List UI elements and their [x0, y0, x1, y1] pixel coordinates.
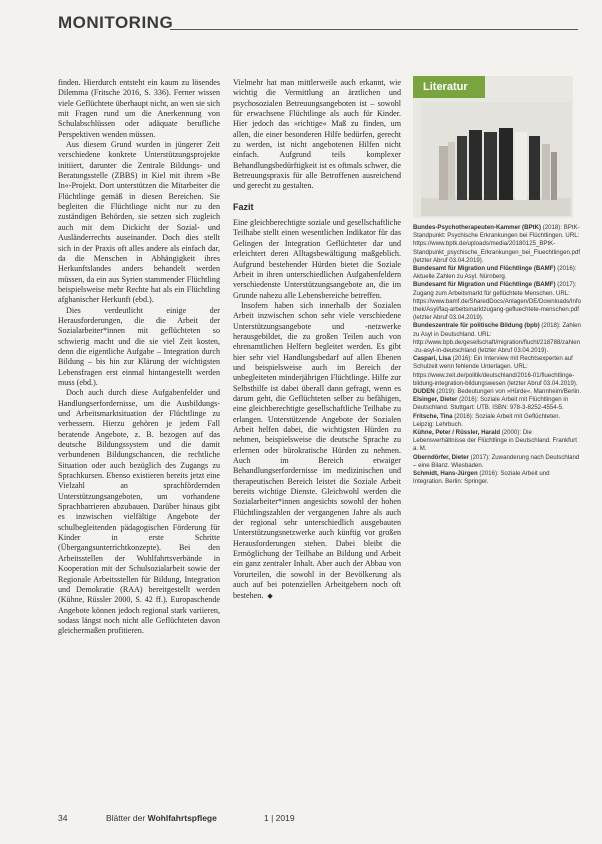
reference: Bundesamt für Migration und Flüchtlinge (BAMF) (2017): Zugang zum Arbeitsmarkt für geflüchtete Menschen. URL: https://www.bamf.de/SharedDocs/Anlagen/DE/Downloads/Infothek/Asyl/faq-arbeitsmarktzugang-gefluechtete-menschen.pdf (letzter Abruf 03.04.2019). [413, 281, 581, 322]
page-number: 34 [58, 813, 68, 823]
literature-box [413, 76, 573, 218]
literature-sidebar [413, 76, 581, 798]
paragraph: finden. Hierdurch entsteht ein kaum zu lösendes Dilemma (Fritsche 2016, S. 336). Ferner wissen viele Geflüchtete überhaupt nicht, an wen sie sich mit Fragen rund um die Anerkennung von Schulabschlüssen oder adäquate berufliche Perspektiven wenden müssen. [58, 78, 220, 139]
reference: Kühne, Peter / Rüssler, Harald (2000): Die Lebensverhältnisse der Flüchtlinge in Deutschland. Frankfurt a. M. [413, 429, 577, 453]
paragraph: Doch auch durch diese Aufgabenfelder und Handlungserfordernisse, um die Ausbildungs- und Arbeitsmarktsituation der Flüchtlinge zu verbessern. Hierzu gehören je jedem Fall beratende Angebote, z. B. bezogen auf das deutsche Bildungssystem und die damit verbundenen Bildungschancen, die rechtliche Situation oder auch bezüglich des Zugangs zu Sprachkursen. Ebenso existieren bereits jetzt eine Vielzahl an sprachfördernden Unterstützungsangeboten, um vorhandene Sprachbarrieren abzubauen. Darüber hinaus gibt es inzwischen vielfältige Angebote der schulbegleitenden pädagogischen Förderung für Kinder in erste Schritte (Übergangsunterrichtkonzepte). Bei den Arbeitsstellen der Wohlfahrtsverbände in Kooperation mit der Schulsozialarbeit sowie der Regionale Arbeitsstellen für Bildung, Integration und Demokratie (RAA) bereitgestellt werden (Kühne, Rüssler 2000, S. 42 ff.). Europaschende Angebote können jedoch regional stark variieren, sodass längst noch nicht alle Geflüchteten davon gleichermaßen profitieren. [58, 388, 220, 636]
header-rule [170, 29, 578, 30]
page-header [58, 13, 578, 35]
reference: Caspari, Lisa (2016): Ein Interview mit Rechtsexperten auf Schulzeit wenn fehlende Unterlagen. URL: https://www.zeit.de/politik/deutschland/2016-01/fluechtlinge-bildung-integration-bildungswesen (letzter Abruf 03.04.2019). [413, 355, 578, 387]
section-heading-fazit: Fazit [233, 201, 254, 212]
reference: Bundesamt für Migration und Flüchtlinge (BAMF) (2016): Aktuelle Zahlen zu Asyl. Nürnberg. [413, 265, 577, 281]
reference-list [413, 224, 581, 487]
paragraph: Aus diesem Grund wurden in jüngerer Zeit verschiedene konkrete Unterstützungsprojekte initiiert, darunter die Zentrale Bildungs- und Beratungsstelle (ZBBS) in Kiel mit ihrem »Be In«-Projekt. Dort unterstützen die Mitarbeiter die Flüchtlinge gemäß in diesen Bereichen. Sie begleiten die Flüchtlinge nicht nur zu den zuständigen Behörden, sie setzen sich zugleich auch mit dem Dickicht der Sozial- und Ausländerrechts auseinander. Doch dies stellt sich in der Praxis oft alles andere als einfach dar, da die Menschen in Abhängigkeit ihres Herkunftslandes anders behandelt werden müssen, da ein aus Syrien stammender Flüchtling beispielsweise mehr Rechte hat als ein Flüchtling afghanischer Herkunft (ebd.). [58, 140, 220, 305]
reference: Schmidt, Hans-Jürgen (2016): Soziale Arbeit und Integration. Berlin: Springer. [413, 470, 550, 486]
issue-number: 1 | 2019 [264, 813, 295, 823]
page-footer [58, 813, 518, 827]
reference: Oberndörfer, Dieter (2017): Zuwanderung nach Deutschland – eine Bilanz. Wiesbaden. [413, 453, 580, 469]
reference: DUDEN (2019): Bedeutungen von »Hürde«. Mannheim/Berlin. [413, 388, 581, 396]
text-column-left [58, 78, 220, 798]
end-mark: ◆ [267, 592, 273, 600]
reference: Elsinger, Dieter (2016): Soziale Arbeit mit Flüchtlingen in Deutschland. Stuttgart: UTB. ISBN: 978-3-8252-4554-5. [413, 396, 569, 412]
paragraph: Dies verdeutlicht einige der Herausforderungen, die die Arbeit der Sozialarbeiter*innen mit geflüchteten so schwierig macht und die sie viel Zeit kosten, denn die eigentliche Aufgabe – Integration durch Bildung – bis hin zur Klärung der wichtigsten Lebensfragen erst einmal hintangestellt werden muss (ebd.). [58, 305, 220, 387]
books-photo [421, 102, 571, 216]
literature-label: Literatur [413, 76, 485, 98]
paragraph: Vielmehr hat man mittlerweile auch erkannt, wie wichtig die Vermittlung an ärztlichen und psychosozialen Betreuungsangeboten ist – sowohl für erwachsene Flüchtlinge als auch für Kinder. Hier jedoch das »richtige« Maß zu finden, um allen, die einer besonderen Hilfe bedürfen, gerecht zu werden, ist nicht angebotenen Hilfen nicht einfach. Aufgrund teils komplexer Behandlungsbedürftigkeit ist es oftmals schwer, die Betreuungspraxis für alle Betroffenen ausreichend und gerecht zu gestalten. [233, 78, 401, 191]
text-column-middle [233, 78, 401, 798]
reference: Fritsche, Tina (2016): Soziale Arbeit mit Geflüchteten. Leipzig: Lehrbuch. [413, 412, 561, 428]
reference: Bundes-Psychotherapeuten-Kammer (BPtK) (2018): BPtK-Standpunkt: Psychische Erkrankungen bei Flüchtlingen. URL: https://www.bptk.de/uploads/media/20180125_BPtK-Standpunkt_psychische_Erkrankungen_bei_Fluechtlingen.pdf (letzter Abruf 03.04.2019). [413, 224, 581, 264]
section-title: MONITORING [58, 13, 174, 32]
paragraph: Eine gleichberechtigte soziale und gesellschaftliche Teilhabe stellt einen wesentlichen Indikator für das Gelingen der Integration Geflüchteter dar und erleichtert deren Alltagsbewältigung maßgeblich. Aufgrund bestehender Hürden bietet die Soziale Arbeit in ihren unterschiedlichen Aufgabenfeldern verschiedenste Unterstützungsangebote an, die im Grunde nahezu alle Lebensbereiche betreffen. [233, 218, 401, 300]
journal-title: Blätter der Wohlfahrtspflege [106, 813, 217, 823]
paragraph [233, 301, 401, 602]
reference: Bundeszentrale für politische Bildung (bpb) (2018): Zahlen zu Asyl in Deutschland. URL: http://www.bpb.de/gesellschaft/migration/flucht/218788/zahlen-zu-asyl-in-deutschland (letzter Abruf 03.04.2019). [413, 322, 581, 355]
paragraph-text: Insofern haben sich innerhalb der Sozialen Arbeit inzwischen schon sehr viele verschiedene Unterstützungsangebote und -netzwerke herausgebildet, die zu großen Teilen auch von ehrenamtlichen Helfern begleitet werden. Es gibt hier sehr viel Handlungsbedarf auf allen Ebenen und beispielsweise auch im Bereich der unbegleiteten minderjährigen Flüchtlinge. Hilfe zur Selbsthilfe ist dabei überall dann gefragt, wenn es darum geht, die Geflüchteten selber zu befähigen, eine gleichberechtigte gesellschaftliche Teilhabe zu erlangen. Unterstützende Angebote der Sozialen Arbeit helfen dabei, die wichtigsten Hürden zu nehmen, beispielsweise die deutsche Sprache zu erlernen oder bürokratische Hürden zu nehmen. Auch im Bereich etwaiger Behandlungserfordernisse im medizinischen und therapeutischen Bereich leistet die Soziale Arbeit bereits wichtige Dienste. Gleichwohl werden die Sozialarbeiter*innen angesichts sowohl der hohen Flüchtlingszahlen der vergangenen Jahre als auch der regional sehr unterschiedlich ausgebauten Unterstützungsnetzwerke auch künftig vor großen Herausforderungen stehen. Dabei bleibt die Ermöglichung der Teilhabe an Bildung und Arbeit ein ganz zentraler Inhalt. Aber auch der Abbau von Vorurteilen, die sowohl in der Bevölkerung als auch auf bei potenziellen Arbeitgebern noch oft bestehen. [233, 300, 401, 600]
